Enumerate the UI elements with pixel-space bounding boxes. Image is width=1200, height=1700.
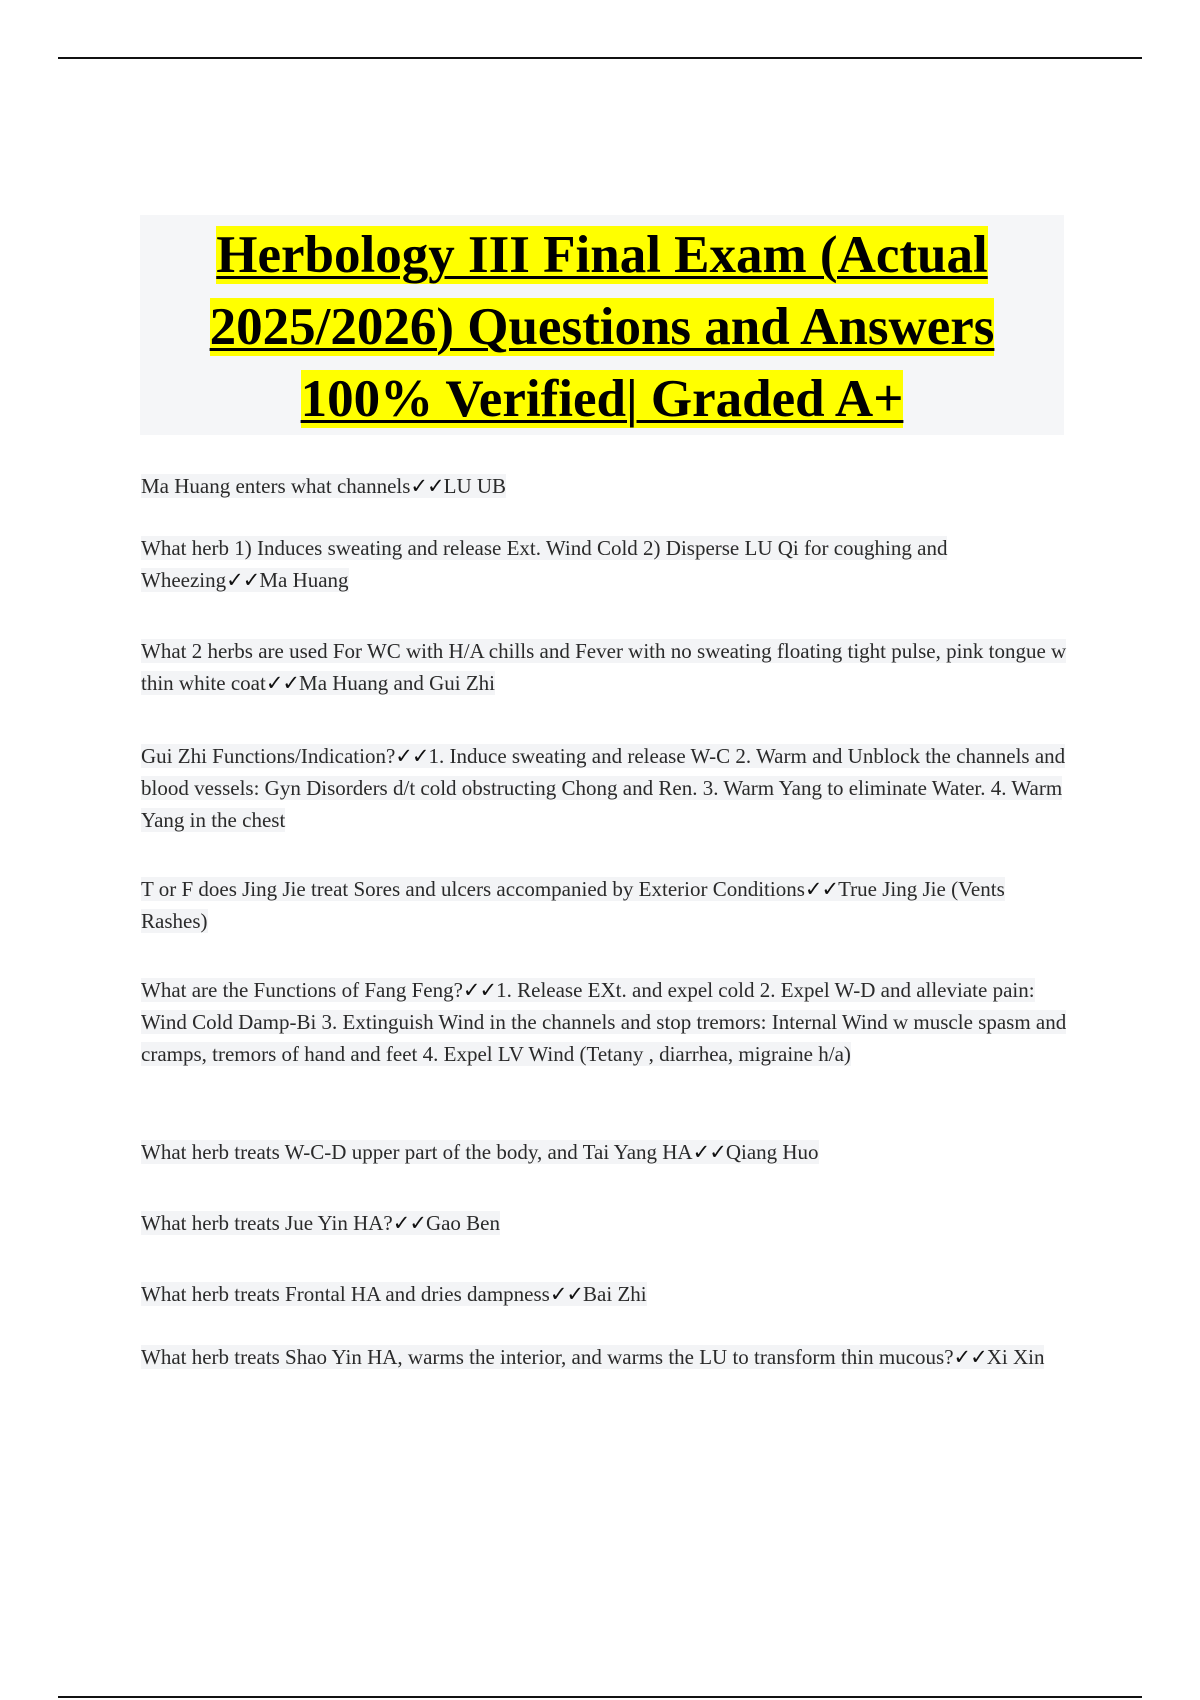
answer: Gao Ben [425, 1211, 501, 1235]
answer: Xi Xin [986, 1345, 1045, 1369]
check-mark-icon: ✓✓ [265, 671, 300, 695]
qa-item [141, 873, 1071, 937]
bottom-rule [58, 1696, 1142, 1698]
question: What herb treats Jue Yin HA? [141, 1211, 393, 1235]
question: Gui Zhi Functions/Indication? [141, 744, 396, 768]
question: What 2 herbs are used For WC with H/A chills and Fever with no sweating floating tight pulse, pink tongue w thin white coat [141, 639, 1067, 695]
qa-item [141, 470, 1071, 502]
qa-item [141, 635, 1071, 699]
check-mark-icon: ✓✓ [692, 1140, 726, 1164]
answer: 1. Induce sweating and release W-C 2. Warm and Unblock the channels and blood vessels: Gyn Disorders d/t cold obstructing Chong and Ren. 3. Warm Yang to eliminate Water. 4. Warm Yang in the chest [141, 744, 1066, 832]
qa-item [141, 974, 1071, 1070]
check-mark-icon: ✓✓ [226, 568, 260, 592]
qa-item [141, 740, 1071, 836]
question: What herb treats Shao Yin HA, warms the interior, and warms the LU to transform thin mucous? [141, 1345, 954, 1369]
question: What herb treats Frontal HA and dries dampness [141, 1282, 550, 1306]
answer: Qiang Huo [725, 1140, 819, 1164]
question: Ma Huang enters what channels [141, 474, 411, 498]
answer: Ma Huang and Gui Zhi [299, 671, 495, 695]
check-mark-icon: ✓✓ [953, 1345, 987, 1369]
qa-item [141, 1136, 1071, 1168]
question: What herb treats W-C-D upper part of the body, and Tai Yang HA [141, 1140, 693, 1164]
check-mark-icon: ✓✓ [462, 978, 497, 1002]
top-rule [58, 57, 1142, 59]
check-mark-icon: ✓✓ [392, 1211, 426, 1235]
qa-item [141, 532, 1071, 596]
check-mark-icon: ✓✓ [804, 877, 839, 901]
title-block [140, 215, 1064, 435]
check-mark-icon: ✓✓ [395, 744, 429, 768]
answer: LU UB [443, 474, 507, 498]
check-mark-icon: ✓✓ [549, 1282, 584, 1306]
answer: Bai Zhi [583, 1282, 647, 1306]
question: What are the Functions of Fang Feng? [141, 978, 463, 1002]
qa-item [141, 1341, 1071, 1373]
answer: True Jing Jie (Vents Rashes) [141, 877, 1005, 933]
answer: 1. Release EXt. and expel cold 2. Expel W-D and alleviate pain: Wind Cold Damp-Bi 3. Extinguish Wind in the channels and stop tremors: Internal Wind w muscle spasm and cramps, tremors of hand and feet 4. Expel LV Wind (Tetany , diarrhea, migraine h/a) [141, 978, 1067, 1066]
qa-item [141, 1207, 1071, 1239]
check-mark-icon: ✓✓ [410, 474, 444, 498]
answer: Ma Huang [259, 568, 349, 592]
title-line-1: Herbology III Final Exam (Actual [216, 226, 988, 284]
question: What herb 1) Induces sweating and release Ext. Wind Cold 2) Disperse LU Qi for coughing and Wheezing [141, 536, 948, 592]
question: T or F does Jing Jie treat Sores and ulcers accompanied by Exterior Conditions [141, 877, 805, 901]
qa-item [141, 1278, 1071, 1310]
title-line-3: 100% Verified| Graded A+ [300, 370, 904, 428]
title-line-2: 2025/2026) Questions and Answers [209, 298, 995, 356]
